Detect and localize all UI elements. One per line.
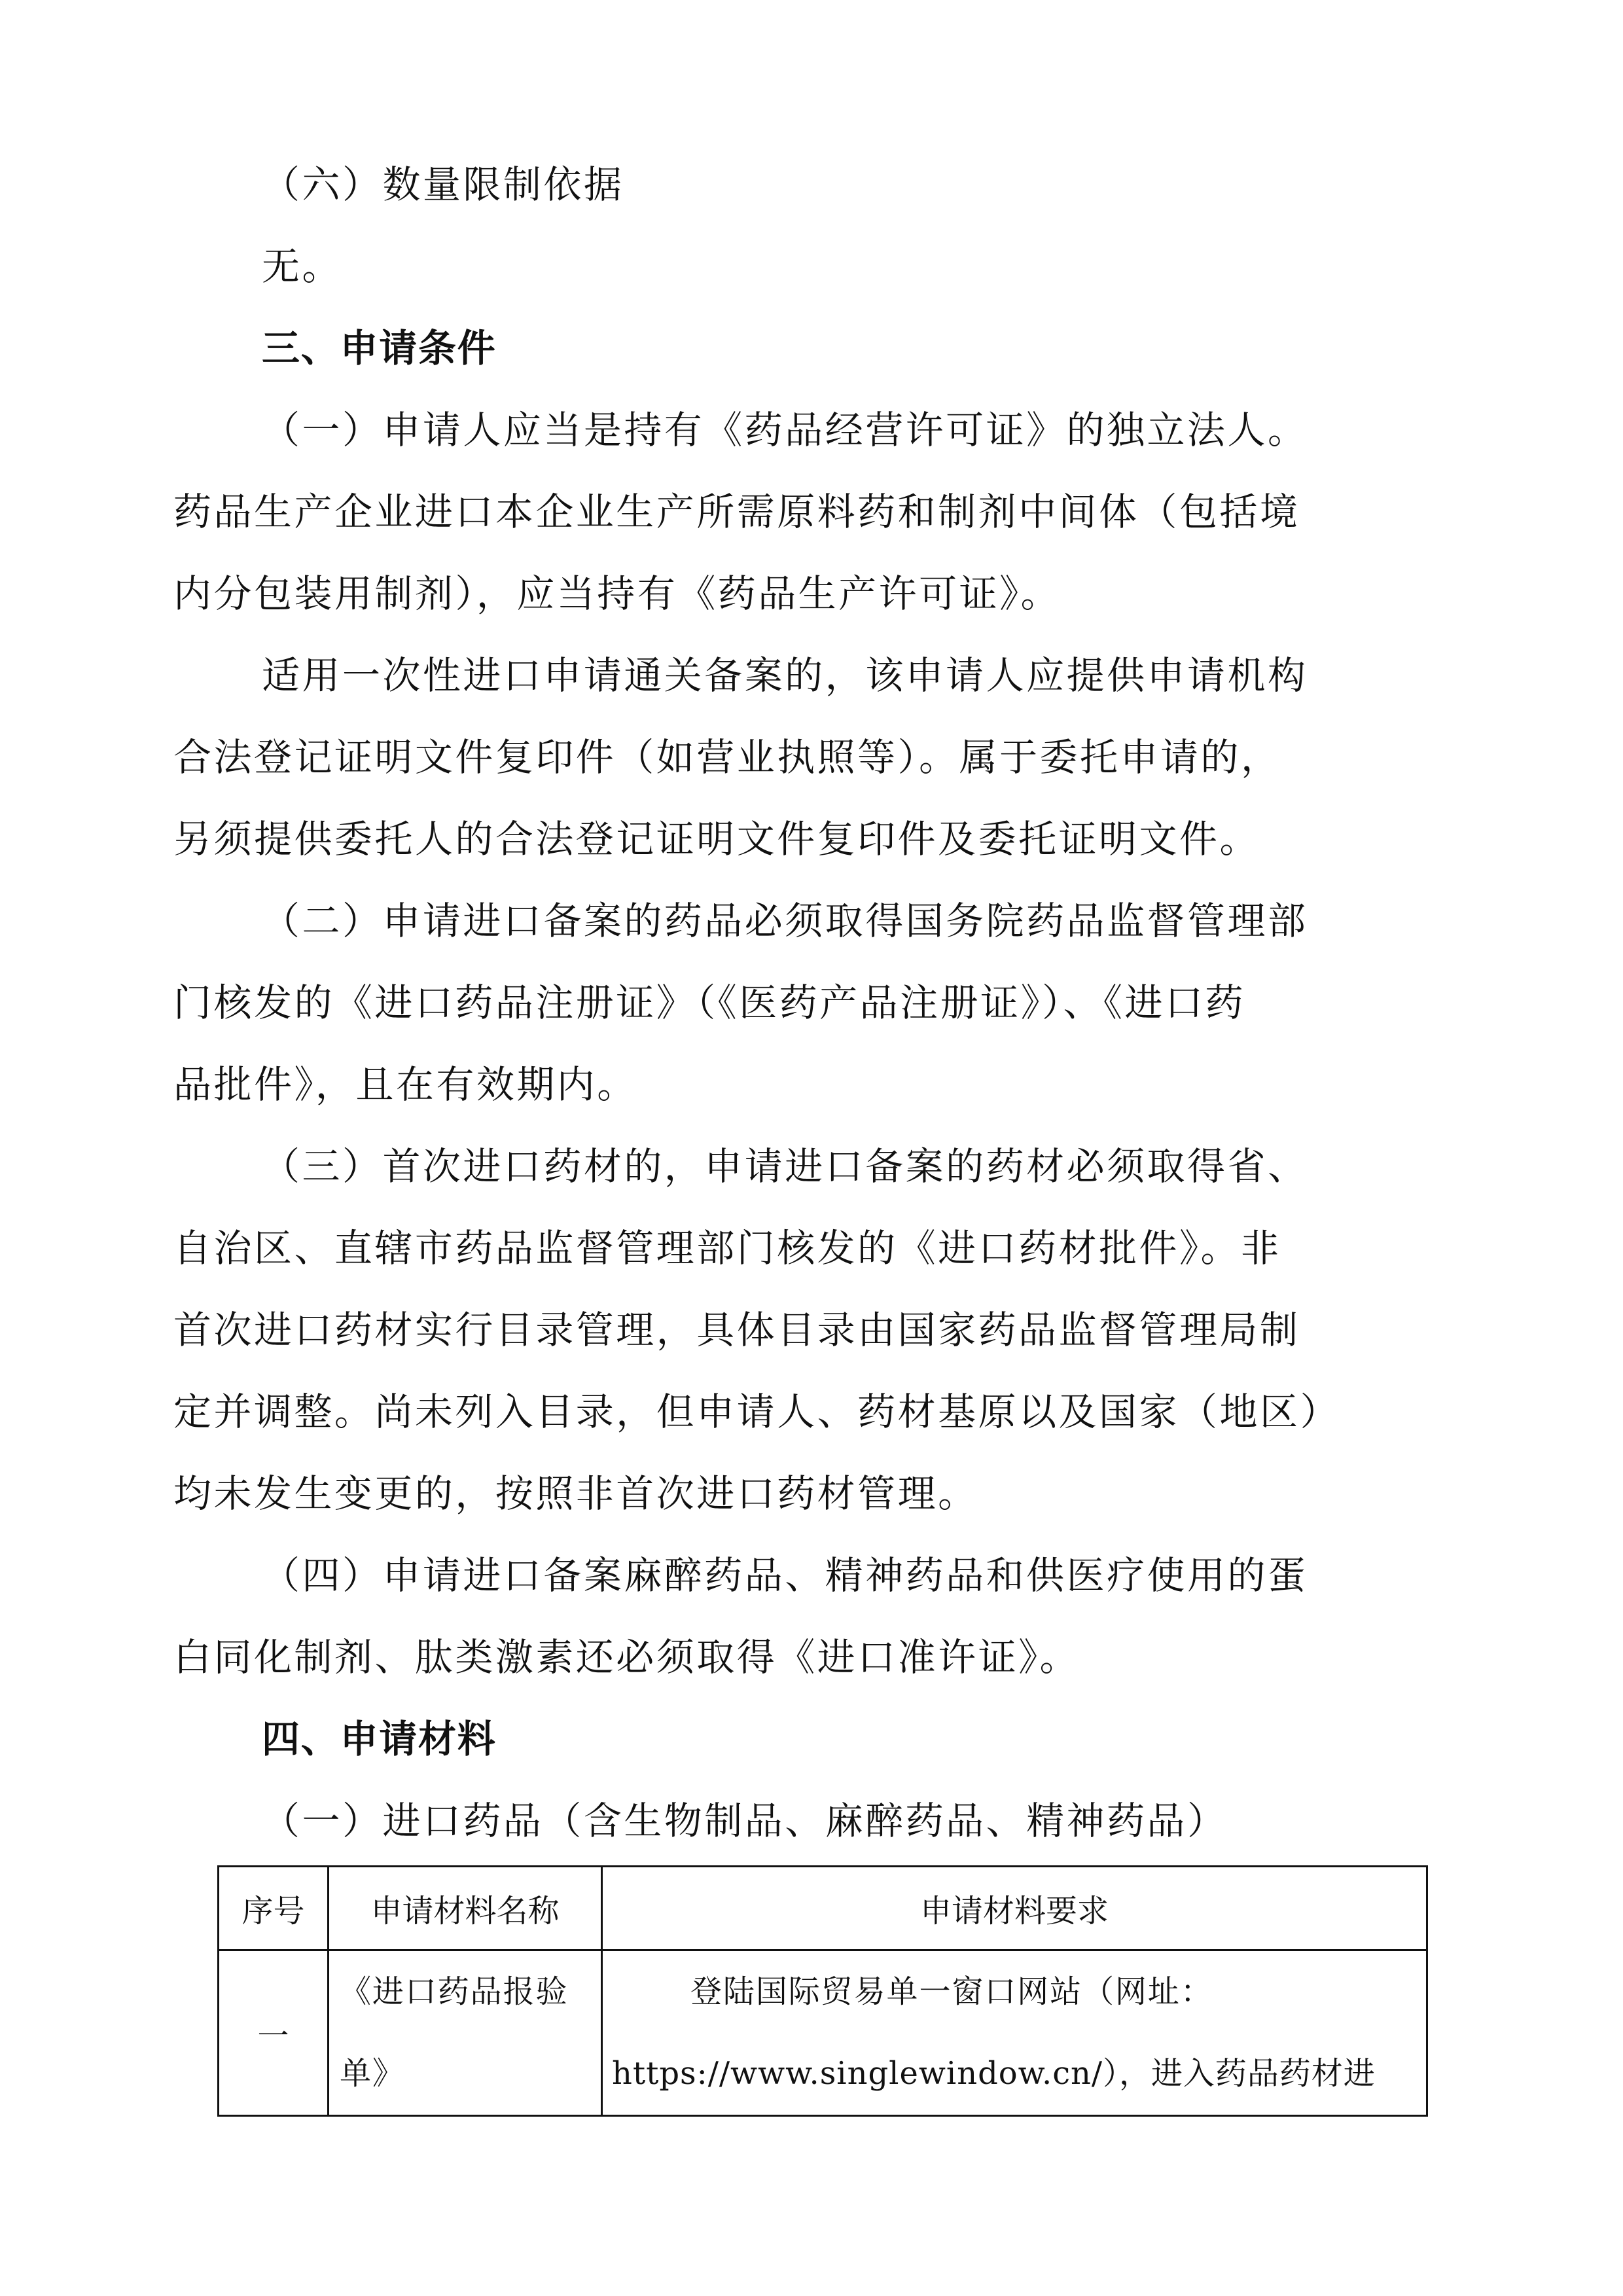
material-requirements-cell: [602, 1950, 1427, 2116]
paragraph-line: （四）申请进口备案麻醉药品、精神药品和供医疗使用的蛋: [262, 1553, 1308, 1598]
requirement-line: https://www.singlewindow.cn/），进入药品药材进: [612, 2055, 1376, 2092]
paragraph-line: 合法登记证明文件复印件（如营业执照等）。属于委托申请的，: [173, 735, 1281, 780]
serial-no-cell: 一: [219, 1950, 329, 2116]
paragraph-line: （三）首次进口药材的，申请进口备案的药材必须取得省、: [262, 1144, 1308, 1189]
paragraph-line: 均未发生变更的，按照非首次进口药材管理。: [173, 1471, 978, 1516]
section-heading-application-conditions: 三、申请条件: [262, 326, 497, 370]
column-header-serial-no: 序号: [219, 1867, 329, 1950]
material-name-cell: [329, 1950, 602, 2116]
paragraph-line: 门核发的《进口药品注册证》（《医药产品注册证》）、《进口药: [173, 980, 1245, 1025]
section-heading-quantity-limit-basis: （六）数量限制依据: [262, 162, 624, 207]
paragraph-line: 白同化制剂、肽类激素还必须取得《进口准许证》。: [173, 1635, 1080, 1679]
paragraph-line: 另须提供委托人的合法登记证明文件复印件及委托证明文件。: [173, 817, 1260, 861]
paragraph-line: 定并调整。尚未列入目录，但申请人、药材基原以及国家（地区）: [173, 1390, 1340, 1434]
paragraph-line: （一）申请人应当是持有《药品经营许可证》的独立法人。: [262, 408, 1308, 452]
paragraph-line: 首次进口药材实行目录管理，具体目录由国家药品监督管理局制: [173, 1308, 1300, 1352]
requirement-line: 登陆国际贸易单一窗口网站（网址：: [690, 1973, 1213, 2010]
paragraph-line: （二）申请进口备案的药品必须取得国务院药品监督管理部: [262, 899, 1308, 943]
paragraph-line: 自治区、直辖市药品监督管理部门核发的《进口药材批件》。非: [173, 1226, 1281, 1270]
subsection-heading-imported-drugs: （一）进口药品（含生物制品、麻醉药品、精神药品）: [262, 1799, 1228, 1843]
table-header-row: [219, 1867, 1427, 1950]
materials-table: [217, 1865, 1428, 2117]
paragraph-line: 适用一次性进口申请通关备案的，该申请人应提供申请机构: [262, 653, 1308, 698]
section-heading-application-materials: 四、申请材料: [262, 1717, 497, 1761]
table-row: [219, 1950, 1427, 2116]
paragraph-line: 药品生产企业进口本企业生产所需原料药和制剂中间体（包括境: [173, 490, 1300, 534]
section-body-none: 无。: [262, 244, 342, 289]
paragraph-line: 品批件》，且在有效期内。: [173, 1062, 637, 1107]
column-header-material-requirements: 申请材料要求: [602, 1867, 1427, 1950]
column-header-material-name: 申请材料名称: [329, 1867, 602, 1950]
material-name-line: 《进口药品报验: [340, 1973, 569, 2010]
material-name-line: 单》: [340, 2055, 405, 2092]
paragraph-line: 内分包装用制剂），应当持有《药品生产许可证》。: [173, 571, 1061, 616]
